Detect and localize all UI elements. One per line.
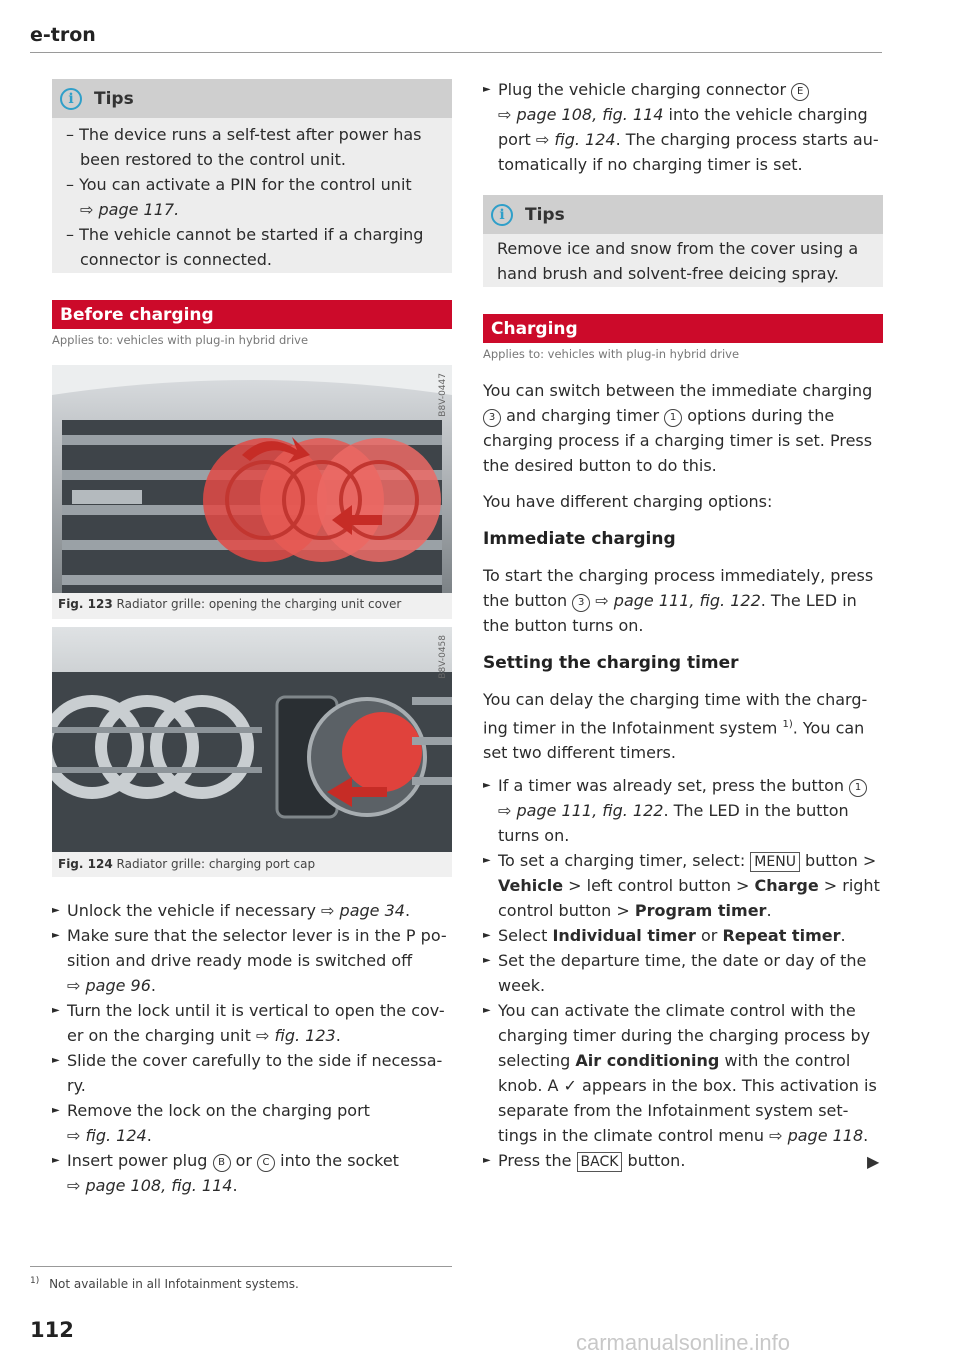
- figure-caption: [58, 857, 315, 871]
- step-text: Unlock the vehicle if necessary: [67, 901, 322, 920]
- tips-header: [483, 195, 883, 234]
- menu-path-program-timer: Program timer: [634, 901, 767, 920]
- running-header: e-tron: [30, 24, 96, 46]
- step-text: or: [695, 926, 723, 945]
- radiator-grille-cover-image: [52, 365, 452, 593]
- tips-item: [66, 122, 438, 172]
- figure-caption: [58, 597, 401, 611]
- figure-reference: ⇨ fig. 124: [535, 130, 616, 149]
- step-item: [483, 773, 888, 848]
- step-text: > right: [818, 876, 880, 895]
- triangle-bullet-icon: ►: [483, 1005, 491, 1016]
- step-text: selecting: [498, 1051, 576, 1070]
- figure-124: [52, 627, 452, 877]
- step-text: Remove the lock on the charging port: [67, 1101, 370, 1120]
- para-line: You can delay the charging time with the charg-: [483, 690, 868, 709]
- step-item: [52, 998, 452, 1048]
- step-text: .: [404, 901, 411, 920]
- step-item: [483, 998, 888, 1148]
- step-item: [483, 848, 888, 923]
- callout-c-icon: C: [257, 1154, 275, 1172]
- step-item: [483, 923, 888, 948]
- immediate-charging-heading: Immediate charging: [483, 529, 676, 549]
- step-text: or: [230, 1151, 258, 1170]
- step-item: [52, 1048, 452, 1098]
- step-text: knob. A ✓ appears in the box. This activation is: [498, 1076, 877, 1095]
- triangle-bullet-icon: ►: [483, 955, 491, 966]
- page-reference: ⇨ page 118: [769, 1126, 864, 1145]
- page-number: 112: [30, 1318, 74, 1342]
- tips-line: – You can activate a PIN for the control unit: [66, 175, 412, 194]
- info-icon: i: [491, 204, 513, 226]
- step-item: [52, 1098, 452, 1148]
- charging-options-paragraph: You have different charging options:: [483, 492, 773, 511]
- section-header-charging: Charging: [483, 314, 883, 343]
- tips-body: [52, 118, 452, 280]
- step-text: button.: [622, 1151, 686, 1170]
- step-text: Press the: [498, 1151, 577, 1170]
- callout-b-icon: B: [213, 1154, 231, 1172]
- step-text: To set a charging timer, select:: [498, 851, 751, 870]
- step-text: week.: [498, 976, 546, 995]
- step-item: [52, 898, 452, 923]
- page-reference: ⇨ page 34: [321, 901, 405, 920]
- step-item: [52, 1148, 452, 1198]
- triangle-bullet-icon: ►: [483, 84, 491, 95]
- para-line: options during the: [682, 406, 835, 425]
- step-text: .: [766, 901, 772, 920]
- tips-title: Tips: [94, 88, 134, 109]
- step-text: Select: [498, 926, 553, 945]
- tips-line: Remove ice and snow from the cover using a: [497, 239, 859, 258]
- triangle-bullet-icon: ►: [483, 780, 491, 791]
- figure-code: B8V-0447: [438, 373, 448, 417]
- figure-reference: ⇨ fig. 124: [67, 1126, 147, 1145]
- para-line: set two different timers.: [483, 743, 676, 763]
- step-text: er on the charging unit: [67, 1026, 256, 1045]
- tips-item: [66, 172, 438, 222]
- triangle-bullet-icon: ►: [52, 1105, 60, 1116]
- callout-3-icon: 3: [483, 409, 501, 427]
- triangle-bullet-icon: ►: [483, 1155, 491, 1166]
- charging-timer-heading: Setting the charging timer: [483, 653, 739, 673]
- step-item: [483, 1148, 888, 1173]
- callout-3-icon: 3: [572, 594, 590, 612]
- page-reference: ⇨ page 108, fig. 114: [67, 1176, 233, 1195]
- step-text: separate from the Infotainment system set-: [498, 1101, 849, 1120]
- section-header-before-charging: Before charging: [52, 300, 452, 329]
- footnote-divider: [30, 1266, 452, 1267]
- figure-123: [52, 365, 452, 619]
- page-reference: ⇨ page 111, fig. 122: [595, 591, 761, 610]
- step-text: .: [840, 926, 846, 945]
- charging-timer-steps: [483, 773, 888, 1173]
- info-icon: i: [60, 88, 82, 110]
- step-text: You can activate the climate control with the: [498, 1001, 856, 1020]
- step-text: sition and drive ready mode is switched off: [67, 951, 413, 970]
- step-text: .: [150, 976, 156, 995]
- before-charging-steps: [52, 898, 452, 1198]
- para-line: the button: [483, 591, 573, 610]
- option-repeat-timer: Repeat timer: [722, 926, 841, 945]
- para-line: . The LED in: [760, 591, 857, 610]
- figure-caption-text: Radiator grille: charging port cap: [116, 857, 316, 871]
- step-text: . The charging process starts au-: [615, 130, 879, 149]
- tips-item: [66, 222, 438, 272]
- step-text: turns on.: [498, 826, 570, 845]
- tips-line: hand brush and solvent-free deicing spray.: [497, 264, 839, 283]
- menu-path-charge: Charge: [754, 876, 819, 895]
- header-divider: [30, 52, 882, 53]
- step-text: tomatically if no charging timer is set.: [498, 155, 803, 174]
- step-text: .: [232, 1176, 238, 1195]
- step-text: Make sure that the selector lever is in the P po-: [67, 926, 447, 945]
- page-reference: ⇨ page 96: [67, 976, 151, 995]
- tips-body: [483, 234, 883, 294]
- applies-to-note: Applies to: vehicles with plug-in hybrid drive: [483, 347, 740, 361]
- para-line: charging process if a charging timer is set. Press: [483, 431, 873, 450]
- para-line: . You can: [792, 718, 865, 738]
- triangle-bullet-icon: ►: [52, 1055, 60, 1066]
- step-text: Set the departure time, the date or day of the: [498, 951, 867, 970]
- step-text: .: [335, 1026, 341, 1045]
- plug-connector-step: [483, 77, 883, 177]
- tips-box-1: [52, 79, 452, 273]
- triangle-bullet-icon: ►: [483, 930, 491, 941]
- tips-line: connector is connected.: [80, 250, 272, 269]
- step-item: [52, 923, 452, 998]
- step-item: [483, 77, 883, 177]
- step-text: Turn the lock until it is vertical to open the cov-: [67, 1001, 445, 1020]
- figure-label: Fig. 123: [58, 597, 113, 611]
- step-text: .: [146, 1126, 152, 1145]
- charging-intro-paragraph: [483, 378, 883, 478]
- tips-line: been restored to the control unit.: [80, 150, 346, 169]
- step-text: into the socket: [275, 1151, 399, 1170]
- footnote: [30, 1276, 299, 1291]
- charging-timer-paragraph: [483, 687, 883, 765]
- step-text: ry.: [67, 1076, 86, 1095]
- tips-line: – The device runs a self-test after power has: [66, 125, 422, 144]
- footnote-text: Not available in all Infotainment systems.: [49, 1277, 299, 1291]
- triangle-bullet-icon: ►: [52, 930, 60, 941]
- menu-path-vehicle: Vehicle: [498, 876, 564, 895]
- step-item: [483, 948, 888, 998]
- callout-1-icon: 1: [664, 409, 682, 427]
- triangle-bullet-icon: ►: [52, 1155, 60, 1166]
- tips-box-2: [483, 195, 883, 287]
- para-line: ing timer in the Infotainment system: [483, 718, 783, 738]
- step-text: tings in the climate control menu: [498, 1126, 770, 1145]
- step-text: charging timer during the charging process by: [498, 1026, 871, 1045]
- tips-line: ⇨ page 117.: [80, 200, 180, 219]
- callout-e-icon: E: [791, 83, 809, 101]
- immediate-charging-paragraph: [483, 563, 883, 638]
- step-text: .: [863, 1126, 869, 1145]
- option-air-conditioning: Air conditioning: [575, 1051, 720, 1070]
- menu-key: MENU: [750, 852, 800, 872]
- step-text: control button >: [498, 901, 635, 920]
- step-text: button >: [799, 851, 877, 870]
- step-text: If a timer was already set, press the button: [498, 776, 850, 795]
- watermark: carmanualsonline.info: [576, 1330, 791, 1355]
- option-individual-timer: Individual timer: [552, 926, 696, 945]
- step-text: Insert power plug: [67, 1151, 213, 1170]
- para-line: and charging timer: [501, 406, 665, 425]
- tips-header: [52, 79, 452, 118]
- figure-reference: ⇨ fig. 123: [255, 1026, 336, 1045]
- step-text: . The LED in the button: [663, 801, 849, 820]
- triangle-bullet-icon: ►: [52, 905, 60, 916]
- para-line: the desired button to do this.: [483, 456, 717, 475]
- step-text: with the control: [719, 1051, 851, 1070]
- step-text: port: [498, 130, 536, 149]
- applies-to-note: Applies to: vehicles with plug-in hybrid drive: [52, 333, 309, 347]
- step-text: Plug the vehicle charging connector: [498, 80, 792, 99]
- footnote-marker: 1): [30, 1276, 40, 1286]
- back-key: BACK: [577, 1152, 623, 1172]
- triangle-bullet-icon: ►: [483, 855, 491, 866]
- callout-1-icon: 1: [849, 779, 867, 797]
- para-line: To start the charging process immediately, press: [483, 566, 874, 585]
- para-line: You can switch between the immediate charging: [483, 381, 873, 400]
- footnote-marker: 1): [782, 719, 793, 730]
- figure-label: Fig. 124: [58, 857, 113, 871]
- tips-title: Tips: [525, 204, 565, 225]
- page-reference: ⇨ page 111, fig. 122: [498, 801, 664, 820]
- figure-caption-text: Radiator grille: opening the charging unit cover: [116, 597, 402, 611]
- step-text: Slide the cover carefully to the side if necessa-: [67, 1051, 443, 1070]
- charging-port-cap-image: [52, 627, 452, 852]
- tips-line: – The vehicle cannot be started if a charging: [66, 225, 424, 244]
- page-reference: ⇨ page 108, fig. 114: [498, 105, 664, 124]
- para-line: the button turns on.: [483, 616, 644, 635]
- step-text: into the vehicle charging: [663, 105, 868, 124]
- step-text: > left control button >: [563, 876, 755, 895]
- figure-code: B8V-0458: [438, 635, 448, 679]
- triangle-bullet-icon: ►: [52, 1005, 60, 1016]
- continue-arrow-icon: ▶: [867, 1152, 880, 1171]
